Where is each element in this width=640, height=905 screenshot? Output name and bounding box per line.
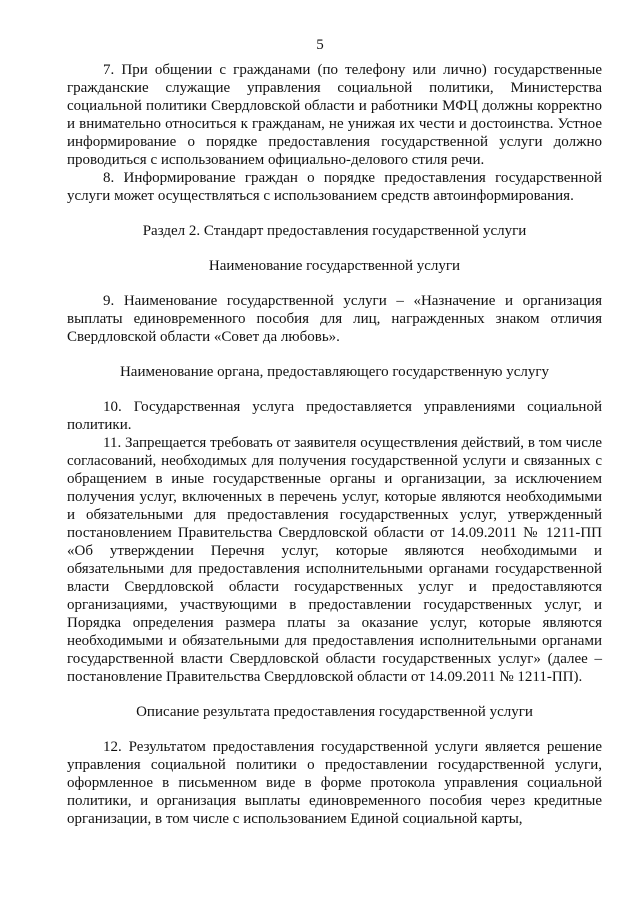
- service-name-heading: Наименование государственной услуги: [208, 258, 461, 274]
- document-body: [67, 61, 602, 828]
- authority-name-heading: Наименование органа, предоставляющего государственную услугу: [119, 364, 550, 380]
- section-2-heading: Раздел 2. Стандарт предоставления государственной услуги: [142, 223, 527, 239]
- paragraph-9: 9. Наименование государственной услуги – «Назначение и организация выплаты единовременного пособия для лиц, награжденных знаком отличия Свердловской области «Совет да любовь».: [67, 293, 602, 345]
- paragraph-7: 7. При общении с гражданами (по телефону или лично) государственные гражданские служащие управления социальной политики, Министерства социальной политики Свердловской области и работники МФЦ должны корректно и внимательно относиться к гражданам, не унижая их чести и достоинства. Устное информирование о порядке предоставления государственной услуги должно проводиться с использованием официально-делового стиля речи.: [67, 62, 602, 168]
- paragraph-10: 10. Государственная услуга предоставляется управлениями социальной политики.: [67, 399, 602, 433]
- paragraph-12: 12. Результатом предоставления государственной услуги является решение управления социальной политики о предоставлении государственной услуги, оформленное в письменном виде в форме протокола управления социальной политики, и организация выплаты единовременного пособия через кредитные организации, в том числе с использованием Единой социальной карты,: [67, 739, 602, 827]
- paragraph-11: 11. Запрещается требовать от заявителя осуществления действий, в том числе согласований, необходимых для получения государственной услуги и связанных с обращением в иные государственные органы и организации, за исключением получения услуг, включенных в перечень услуг, которые являются необходимыми и обязательными для предоставления государственных услуг, утвержденный постановлением Правительства Свердловской области от 14.09.2011 № 1211-ПП «Об утверждении Перечня услуг, которые являются необходимыми и обязательными для предоставления исполнительными органами государственной власти Свердловской области государственных услуг и предоставляются организациями, участвующими в предоставлении государственных услуг, и Порядка определения размера платы за оказание услуг, которые являются необходимыми и обязательными для предоставления исполнительными органами государственной власти Свердловской области государственных услуг» (далее – постановление Правительства Свердловской области от 14.09.2011 № 1211-ПП).: [67, 435, 602, 685]
- paragraph-8: 8. Информирование граждан о порядке предоставления государственной услуги может осуществляться с использованием средств автоинформирования.: [67, 170, 602, 204]
- result-description-heading: Описание результата предоставления государственной услуги: [136, 704, 533, 720]
- page-number: 5: [316, 37, 324, 53]
